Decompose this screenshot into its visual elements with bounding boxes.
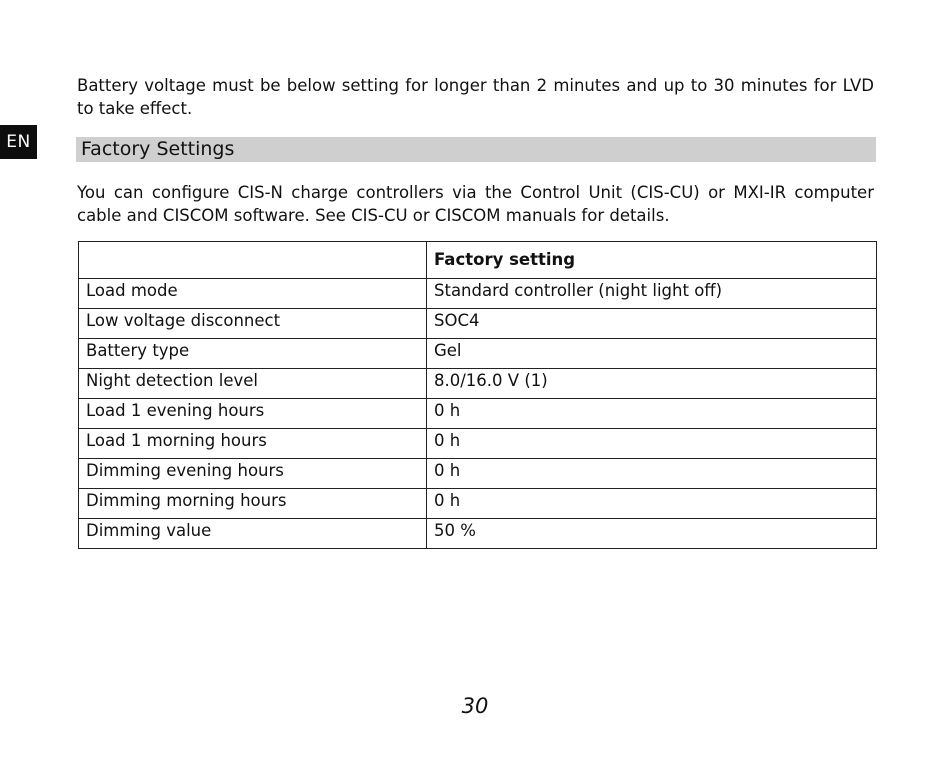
setting-name-cell: Dimming morning hours [79,489,427,519]
table-row [79,459,877,489]
language-tab: EN [0,125,37,159]
table-header-cell: Factory setting [427,242,877,279]
setting-value-cell: 50 % [427,519,877,549]
setting-name-cell: Dimming evening hours [79,459,427,489]
setting-value-cell: 8.0/16.0 V (1) [427,369,877,399]
setting-value-cell: Standard controller (night light off) [427,279,877,309]
table-row [79,489,877,519]
table-row [79,309,877,339]
setting-value-cell: 0 h [427,489,877,519]
setting-value-cell: Gel [427,339,877,369]
section-description: You can configure CIS-N charge controllers via the Control Unit (CIS-CU) or MXI-IR computer cable and CISCOM software. See CIS-CU or CISCOM manuals for details. [77,183,874,225]
setting-name-cell: Load 1 evening hours [79,399,427,429]
table-row [79,429,877,459]
table-header-cell [79,242,427,279]
table-row [79,399,877,429]
setting-name-cell: Night detection level [79,369,427,399]
table-row [79,279,877,309]
section-title: Factory Settings [81,138,235,160]
page-number: 30 [461,694,489,718]
setting-name-cell: Load mode [79,279,427,309]
setting-value-cell: 0 h [427,429,877,459]
setting-value-cell: 0 h [427,459,877,489]
table-header-row [79,242,877,279]
section-header-bar [76,137,876,162]
setting-value-cell: SOC4 [427,309,877,339]
setting-name-cell: Load 1 morning hours [79,429,427,459]
table-row [79,369,877,399]
setting-value-cell: 0 h [427,399,877,429]
setting-name-cell: Dimming value [79,519,427,549]
table-row [79,519,877,549]
intro-paragraph: Battery voltage must be below setting for longer than 2 minutes and up to 30 minutes for LVD to take effect. [77,76,874,118]
factory-settings-table [78,241,877,549]
table-row [79,339,877,369]
setting-name-cell: Low voltage disconnect [79,309,427,339]
setting-name-cell: Battery type [79,339,427,369]
